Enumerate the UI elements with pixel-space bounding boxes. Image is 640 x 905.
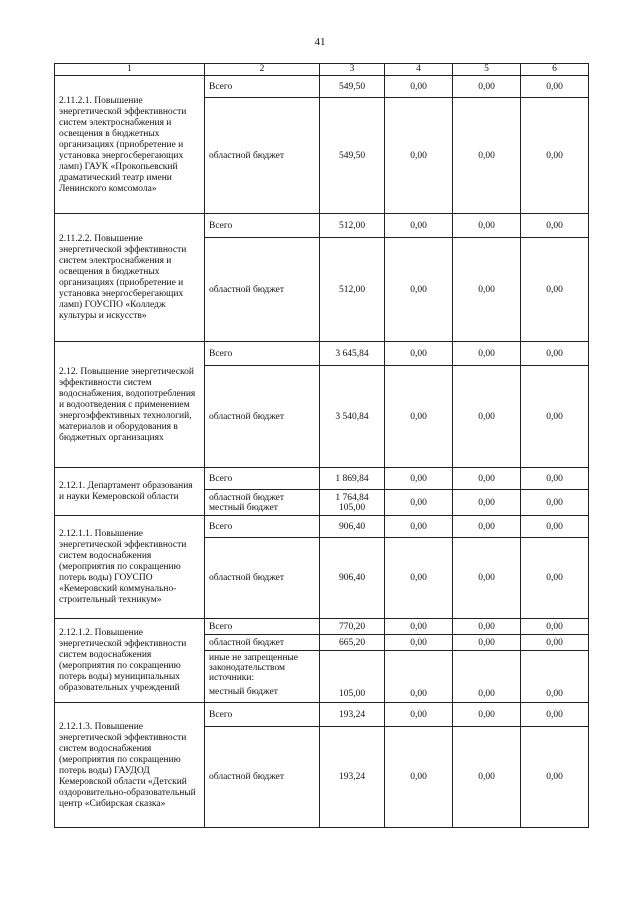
value-cell: 665,20 <box>320 635 385 651</box>
value-cell: 0,00 <box>385 651 453 703</box>
value-cell: 0,00 <box>453 635 521 651</box>
column-header: 1 <box>55 64 205 76</box>
value-cell: 0,00 <box>521 98 589 214</box>
value-cell: 0,00 <box>521 635 589 651</box>
value-line: 1 764,84 <box>335 492 369 503</box>
value-cell: 193,24 <box>320 703 385 727</box>
table-row <box>55 516 589 538</box>
value-cell: 0,00 <box>385 635 453 651</box>
column-header: 2 <box>205 64 320 76</box>
item-name: 2.12.1.2. Повышение энергетической эффективности систем водоснабжения (мероприятия по сокращению потерь воды) муниципальных образовательных учреждений <box>55 619 205 703</box>
value-cell: 549,50 <box>320 98 385 214</box>
funding-source: Всего <box>205 342 320 366</box>
funding-source-line: местный бюджет <box>209 687 278 697</box>
funding-source: Всего <box>205 703 320 727</box>
value-cell: 1 869,84 <box>320 468 385 490</box>
value-cell: 770,20 <box>320 619 385 635</box>
value-cell <box>320 490 385 516</box>
value-cell: 0,00 <box>385 214 453 238</box>
table-row <box>55 468 589 490</box>
value-cell: 512,00 <box>320 238 385 342</box>
value-cell: 0,00 <box>521 468 589 490</box>
value-cell: 0,00 <box>453 538 521 619</box>
value-cell: 0,00 <box>521 76 589 98</box>
table-row <box>55 703 589 727</box>
funding-source: областной бюджет <box>205 538 320 619</box>
funding-source <box>205 490 320 516</box>
item-name: 2.11.2.2. Повышение энергетической эффективности систем электроснабжения и освещения в бюджетных организациях (приобретение и установка энергосберегающих ламп) ГОУСПО «Колледж культуры и искусств» <box>55 214 205 342</box>
value-cell: 0,00 <box>521 342 589 366</box>
funding-source: Всего <box>205 468 320 490</box>
item-name: 2.12.1.1. Повышение энергетической эффективности систем водоснабжения (мероприятия по сокращению потерь воды) ГОУСПО «Кемеровский коммунально-строительный техникум» <box>55 516 205 619</box>
value-cell: 0,00 <box>385 98 453 214</box>
funding-source: Всего <box>205 619 320 635</box>
item-name: 2.12.1. Департамент образования и науки Кемеровской области <box>55 468 205 516</box>
funding-source: областной бюджет <box>205 635 320 651</box>
value-cell: 0,00 <box>385 703 453 727</box>
funding-source: Всего <box>205 76 320 98</box>
value-cell: 0,00 <box>521 214 589 238</box>
table-row <box>55 342 589 366</box>
value-cell: 0,00 <box>521 619 589 635</box>
item-name: 2.12. Повышение энергетической эффективности систем водоснабжения, водопотребления и водоотведения с применением энергоэффективных технологий, материалов и оборудования в бюджетных организациях <box>55 342 205 468</box>
column-header: 5 <box>453 64 521 76</box>
funding-source: областной бюджет <box>205 366 320 468</box>
value-cell: 0,00 <box>521 490 589 516</box>
value-cell: 0,00 <box>385 538 453 619</box>
funding-source-line: иные не запрещенные законодательством источники: <box>209 653 299 683</box>
value-cell: 0,00 <box>453 703 521 727</box>
table-row <box>55 76 589 98</box>
funding-source <box>205 651 320 703</box>
value-cell: 0,00 <box>385 490 453 516</box>
value-cell: 549,50 <box>320 76 385 98</box>
value-cell: 0,00 <box>453 214 521 238</box>
table-row <box>55 214 589 238</box>
value-cell: 193,24 <box>320 727 385 828</box>
value-cell: 0,00 <box>385 76 453 98</box>
value-cell: 3 645,84 <box>320 342 385 366</box>
value-cell: 0,00 <box>453 727 521 828</box>
value-cell: 0,00 <box>521 366 589 468</box>
value-cell: 0,00 <box>521 651 589 703</box>
funding-source-line: местный бюджет <box>209 502 278 513</box>
value-cell: 0,00 <box>453 98 521 214</box>
value-cell: 0,00 <box>521 516 589 538</box>
value-cell: 512,00 <box>320 214 385 238</box>
column-header: 3 <box>320 64 385 76</box>
value-cell: 0,00 <box>385 468 453 490</box>
funding-source: Всего <box>205 516 320 538</box>
value-cell: 0,00 <box>453 366 521 468</box>
value-cell: 0,00 <box>453 238 521 342</box>
value-cell: 0,00 <box>453 342 521 366</box>
value-cell: 0,00 <box>385 342 453 366</box>
value-cell: 0,00 <box>385 516 453 538</box>
value-cell: 0,00 <box>385 238 453 342</box>
value-cell: 0,00 <box>453 490 521 516</box>
column-header: 6 <box>521 64 589 76</box>
value-cell: 0,00 <box>453 76 521 98</box>
item-name: 2.11.2.1. Повышение энергетической эффективности систем электроснабжения и освещения в бюджетных организациях (приобретение и установка энергосберегающих ламп) ГАУК «Прокопьевский драматический театр имени Ленинского комсомола» <box>55 76 205 214</box>
budget-table <box>54 63 589 828</box>
header-row <box>55 64 589 76</box>
value-cell: 105,00 <box>320 651 385 703</box>
item-name: 2.12.1.3. Повышение энергетической эффективности систем водоснабжения (мероприятия по сокращению потерь воды) ГАУДОД Кемеровской области «Детский оздоровительно-образовательный центр «Сибирская сказка» <box>55 703 205 828</box>
value-cell: 906,40 <box>320 538 385 619</box>
funding-source: областной бюджет <box>205 727 320 828</box>
value-line: 105,00 <box>338 502 366 513</box>
value-cell: 3 540,84 <box>320 366 385 468</box>
value-cell: 0,00 <box>521 703 589 727</box>
value-cell: 0,00 <box>385 366 453 468</box>
value-cell: 906,40 <box>320 516 385 538</box>
funding-source-line: областной бюджет <box>209 492 285 503</box>
value-cell: 0,00 <box>453 468 521 490</box>
value-cell: 0,00 <box>385 619 453 635</box>
value-cell: 0,00 <box>521 727 589 828</box>
value-cell: 0,00 <box>385 727 453 828</box>
value-cell: 0,00 <box>453 619 521 635</box>
funding-source: областной бюджет <box>205 238 320 342</box>
value-cell: 0,00 <box>521 238 589 342</box>
value-cell: 0,00 <box>453 516 521 538</box>
value-cell: 0,00 <box>453 651 521 703</box>
funding-source: областной бюджет <box>205 98 320 214</box>
table-row <box>55 619 589 635</box>
funding-source: Всего <box>205 214 320 238</box>
column-header: 4 <box>385 64 453 76</box>
page-number: 41 <box>314 36 326 48</box>
value-cell: 0,00 <box>521 538 589 619</box>
